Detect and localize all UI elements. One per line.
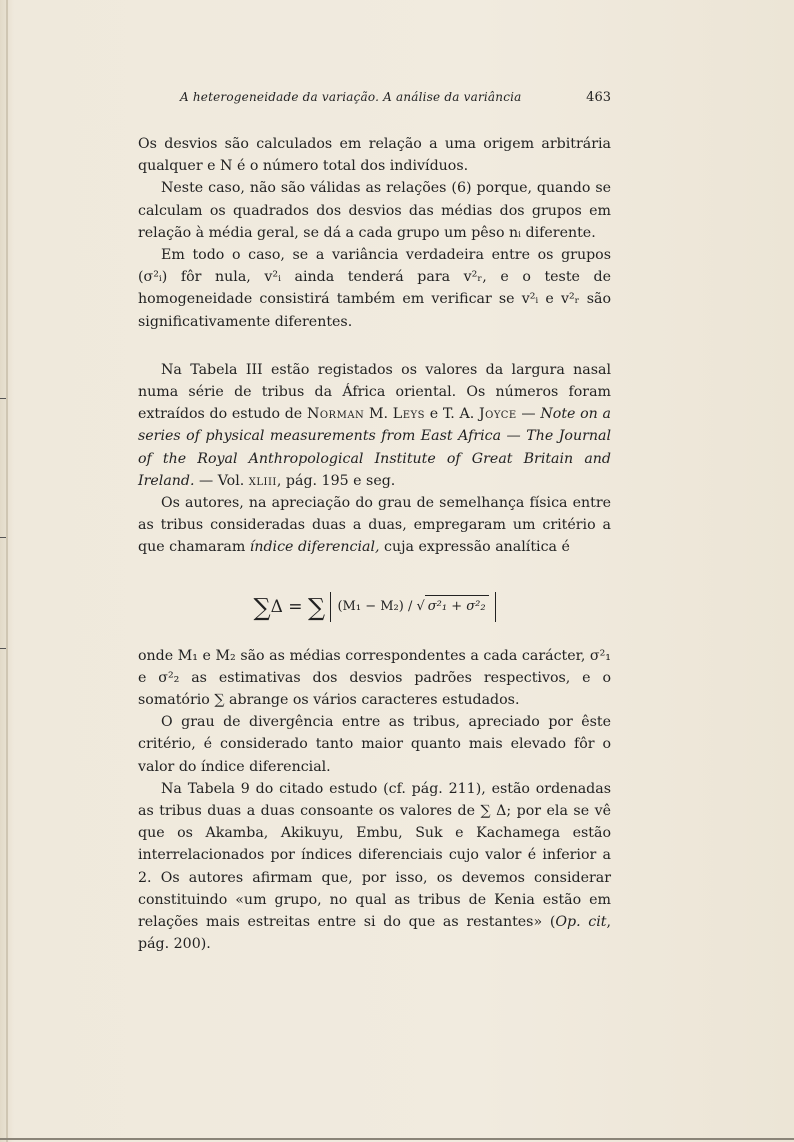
page-left-edge bbox=[6, 0, 8, 1142]
formula-left: Δ = bbox=[270, 596, 303, 617]
text-run: cuja expressão analítica é bbox=[379, 539, 570, 556]
text-run: Na Tabela 9 do citado estudo (cf. pág. 211), estão ordenadas as tribus duas a duas consoante os valores de ∑ Δ; por ela se vê que os Akamba, Akikuyu, Embu, Suk e Kachamega estão interrelacionados por índices diferenciais cujo valor é inferior a 2. Os autores afirmam que, por isso, os devemos considerar constituindo «um grupo, no qual as tribus de Kenia estão em relações mais estreitas entre si do que as restantes» bbox=[138, 780, 611, 931]
body-text bbox=[138, 133, 611, 956]
page-number: 463 bbox=[586, 90, 611, 105]
margin-tick bbox=[0, 648, 6, 649]
formula-radicand: σ²₁ + σ²₂ bbox=[425, 595, 489, 618]
paragraph-1: Os desvios são calculados em relação a uma origem arbitrária qualquer e N é o número total dos indivíduos. bbox=[138, 136, 611, 175]
citation-abbrev: Op. cit bbox=[555, 914, 607, 931]
author-name: Leys bbox=[392, 406, 425, 423]
author-name: Joyce bbox=[478, 406, 517, 423]
text-run: Na Tabela III estão registados os valores da largura nasal numa série de tribus da África oriental. Os números foram extraídos do estudo de bbox=[138, 361, 611, 423]
margin-tick bbox=[0, 398, 6, 399]
paragraph-6: onde M₁ e M₂ são as médias correspondentes a cada carácter, σ²₁ e σ²₂ as estimativas dos desvios padrões respectivos, e o somatório ∑ abrange os vários caracteres estudados. bbox=[138, 647, 611, 709]
summation-symbol: ∑ bbox=[253, 593, 271, 622]
paragraph-3: Em todo o caso, se a variância verdadeira entre os grupos (σ²ᵢ) fôr nula, v²ᵢ ainda tenderá para v²ᵣ, e o teste de homogeneidade consistirá também em verificar se v²ᵢ e v²ᵣ são significativamente diferentes. bbox=[138, 247, 611, 330]
page-bottom-edge bbox=[0, 1138, 794, 1140]
formula-bracket: (M₁ − M₂) / √ σ²₁ + σ²₂ bbox=[330, 592, 495, 622]
text-run: e T. A. bbox=[424, 406, 479, 423]
text-run: , pág. 200). bbox=[138, 914, 612, 953]
volume-number: xliii bbox=[248, 472, 277, 489]
text-run: — Vol. bbox=[194, 472, 249, 489]
paragraph-8: Na Tabela 9 do citado estudo (cf. pág. 211), estão ordenadas as tribus duas a duas consoante os valores de ∑ Δ; por ela se vê que os Akamba, Akikuyu, Embu, Suk e Kachamega estão interrelacionados por índices diferenciais cujo valor é inferior a 2. Os autores afirmam que, por isso, os devemos considerar constituindo «um grupo, no qual as tribus de Kenia estão em relações mais estreitas entre si do que as restantes» (Op. cit, pág. 200). bbox=[138, 780, 612, 953]
margin-tick bbox=[0, 537, 6, 538]
cited-work-title: Note on a series of physical measurements from East Africa — The Journal of the Royal Anthropological Institute of Great Britain and Ireland. bbox=[138, 406, 612, 489]
text-run: , pág. 195 e seg. bbox=[276, 472, 396, 489]
running-title: A heterogeneidade da variação. A análise da variância bbox=[180, 90, 522, 104]
paragraph-2: Neste caso, não são válidas as relações (6) porque, quando se calculam os quadrados dos desvios das médias dos grupos em relação à média geral, se dá a cada grupo um pêso nᵢ diferente. bbox=[138, 180, 611, 241]
text-run: — bbox=[516, 406, 541, 423]
paragraph-7: O grau de divergência entre as tribus, apreciado por êste critério, é considerado tanto maior quanto mais elevado fôr o valor do índice diferencial. bbox=[138, 714, 611, 775]
text-run: Os autores, na apreciação do grau de semelhança física entre as tribus consideradas duas a duas, empregaram um critério a que chamaram bbox=[138, 495, 611, 556]
text-run: M. bbox=[364, 406, 393, 423]
paragraph-4 bbox=[138, 359, 611, 492]
differential-index-formula bbox=[138, 587, 611, 627]
defined-term: índice diferencial, bbox=[249, 539, 380, 556]
paragraph-5 bbox=[138, 492, 611, 559]
summation-symbol: ∑ bbox=[307, 593, 326, 622]
formula-numerator: (M₁ − M₂) bbox=[337, 599, 404, 615]
author-name: Norman bbox=[306, 406, 365, 423]
